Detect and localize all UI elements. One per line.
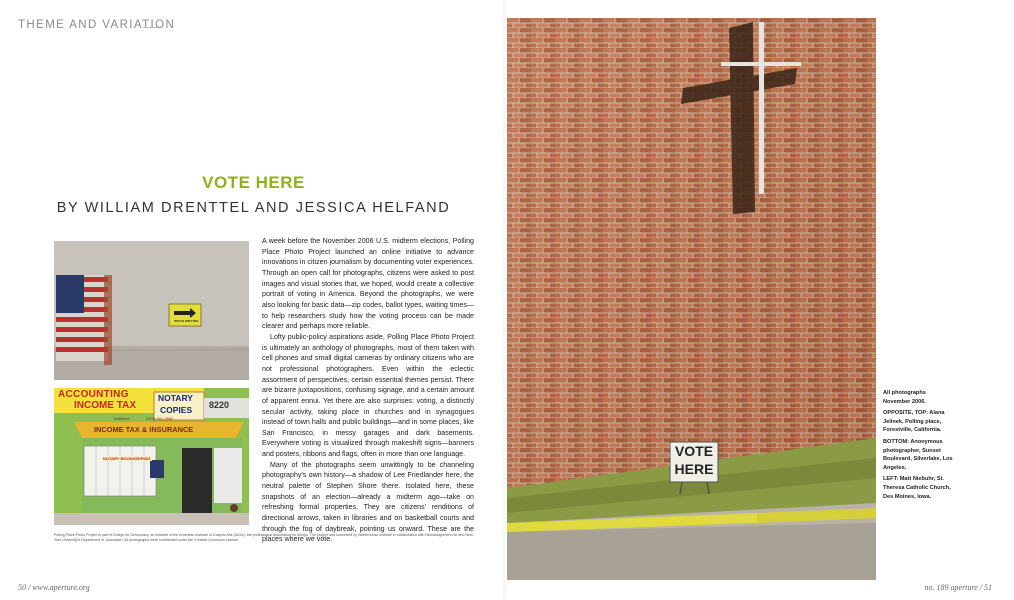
polling-sign-text: POLLING PLACE [173, 319, 199, 323]
caption-line-2: OPPOSITE, TOP: Alana Jelinek, Polling place, Forestville, California. [883, 410, 945, 434]
project-credit: Polling Place Photo Project is part of Design for Democracy, an initiative of the American Institute of Graphic Arts (AIGA), the professional association for design. The project was conceived by Winterhouse Institute in collaboration with NewAssignment.net and New York University's Department of Journalism. All photographs were contributed under the Creative Commons License. [54, 533, 473, 542]
vote-sign-line-1: VOTE [674, 443, 714, 459]
body-paragraph-3: Many of the photographs seem unwittingly to be channeling photography's own history—a shadow of Lee Friedlander here, the neutral palette of Stephen Shore there. Isolated here, these snapshots of an election—already a midterm ago—take on refreshing formal properties. They are citizens' renditions of directional arrows, taken in libraries and on basketball courts and through the fog of daybreak, pointing us onward. These are the places where we vote. [262, 460, 474, 544]
photo-storefront [54, 388, 249, 525]
section-rule [143, 27, 157, 28]
article-byline: BY WILLIAM DRENTTEL AND JESSICA HELFAND [56, 200, 451, 216]
sign-awning: INCOME TAX & INSURANCE [94, 425, 194, 434]
photo-church-wall [507, 18, 876, 580]
folio-right: no. 189 aperture / 51 [924, 583, 992, 592]
body-paragraph-1: A week before the November 2006 U.S. midterm elections, Polling Place Photo Project launched an online initiative to advance innovations in citizen journalism by documenting voter experiences. Through an open call for photographs, citizens were asked to post images and visual stories that, we hoped, would create a collective portrait of voting in America. Beyond the photographs, we were also looking for basic data—zip codes, ballot types, waiting times—to help researchers study how the voting process can be made clearer and perhaps more reliable. [262, 237, 474, 331]
sign-notary: NOTARY [158, 393, 193, 403]
photo-caption [883, 389, 953, 504]
caption-line-1: All photographs November 2006. [883, 390, 926, 405]
sign-accounting: ACCOUNTING [58, 389, 129, 400]
sign-window: NOTARY BOOKKEEPING [103, 456, 151, 461]
article-body [262, 236, 474, 545]
section-label: THEME AND VARIATION [18, 19, 176, 31]
vote-sign-line-2: HERE [674, 461, 714, 477]
body-paragraph-2: Lofty public-policy aspirations aside, Polling Place Photo Project is ultimately an anthology of photographs, most of them taken with cell phones and small digital cameras by ordinary citizens who are not professional photographers. Even within the eclectic assortment of perspectives, certain essential themes persist. There are bizarre juxtapositions, confusing signage, and a certain amount of apparent ennui. Yet there are also surprises: voting, a distinctly secular activity, taking place in churches and in synagogues instead of town halls and public buildings—and in some places, like San Francisco, in messy garages and dark basements. Everywhere voting is visualized through makeshift signs—banners and posters, ribbons and flags, often in more than one language. [262, 332, 474, 459]
sign-store-name: Kathleen [114, 416, 130, 421]
article-title: VOTE HERE [202, 173, 305, 192]
folio-left: 50 / www.aperture.org [18, 583, 90, 592]
caption-line-3: BOTTOM: Anonymous photographer, Sunset Boulevard, Silverlake, Los Angeles. [883, 438, 953, 471]
sign-address: 8220 [209, 400, 230, 410]
sign-copies: COPIES [160, 405, 193, 415]
photo-flag-polling-place [54, 241, 249, 380]
sign-income-tax: INCOME TAX [74, 400, 137, 411]
american-flag [56, 275, 112, 365]
photo-flag-illustration [54, 241, 249, 380]
church-wall-illustration [507, 18, 876, 580]
caption-line-4: LEFT: Matt Niebuhr, St. Theresa Catholic Church, Des Moines, Iowa. [883, 476, 951, 500]
sign-phone: (323) 661-2662 [146, 416, 174, 421]
